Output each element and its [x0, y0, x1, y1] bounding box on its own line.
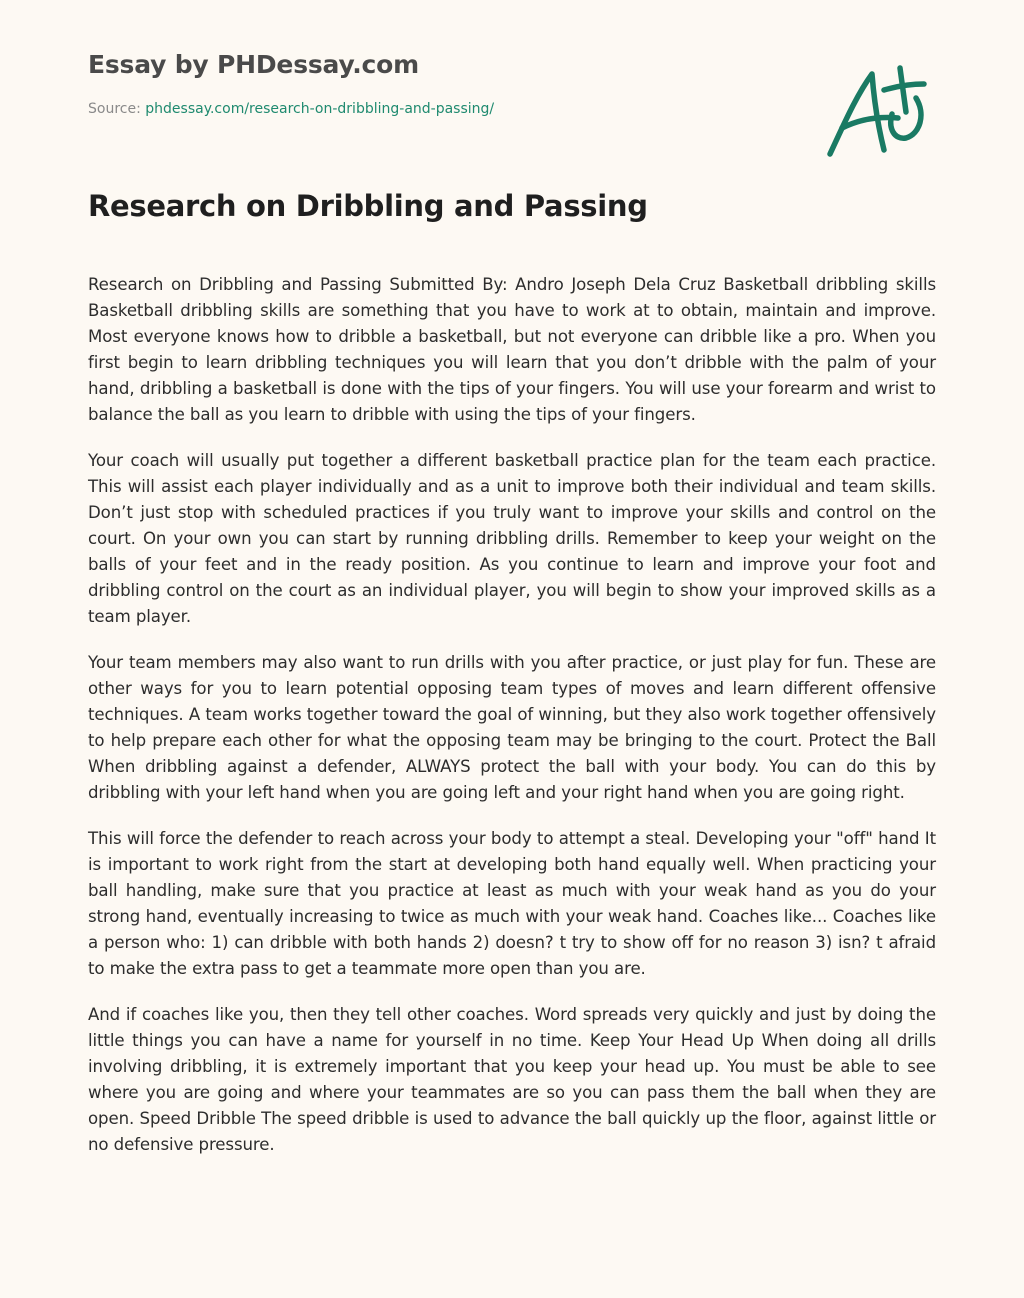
source-label: Source:: [88, 101, 141, 117]
source-link[interactable]: phdessay.com/research-on-dribbling-and-passing/: [145, 101, 495, 117]
site-brand: Essay by PHDessay.com: [88, 50, 419, 79]
essay-paragraph-5: And if coaches like you, then they tell other coaches. Word spreads very quickly and just by doing the little things you can have a name for yourself in no time. Keep Your Head Up When doing all drills involving dribbling, it is extremely important that you keep your head up. You must be able to see where you are going and where your teammates are so you can pass them the ball when they are open. Speed Dribble The speed dribble is used to advance the ball quickly up the floor, against little or no defensive pressure.: [88, 1005, 936, 1154]
essay-paragraph-1: Research on Dribbling and Passing Submitted By: Andro Joseph Dela Cruz Basketball dribbling skills Basketball dribbling skills are something that you have to work at to obtain, maintain and improve. Most everyone knows how to dribble a basketball, but not everyone can dribble like a pro. When you first begin to learn dribbling techniques you will learn that you don’t dribble with the palm of your hand, dribbling a basketball is done with the tips of your fingers. You will use your forearm and wrist to balance the ball as you learn to dribble with using the tips of your fingers.: [88, 275, 936, 424]
essay-paragraph-2: Your coach will usually put together a different basketball practice plan for the team each practice. This will assist each player individually and as a unit to improve both their individual and team skills. Don’t just stop with scheduled practices if you truly want to improve your skills and control on the court. On your own you can start by running dribbling drills. Remember to keep your weight on the balls of your feet and in the ready position. As you continue to learn and improve your foot and dribbling control on the court as an individual player, you will begin to show your improved skills as a team player.: [88, 451, 936, 626]
essay-paragraph-4: This will force the defender to reach across your body to attempt a steal. Developing your "off" hand It is important to work right from the start at developing both hand equally well. When practicing your ball handling, make sure that you practice at least as much with your weak hand as you do your strong hand, eventually increasing to twice as much with your weak hand. Coaches like... Coaches like a person who: 1) can dribble with both hands 2) doesn? t try to show off for no reason 3) isn? t afraid to make the extra pass to get a teammate more open than you are.: [88, 829, 936, 978]
a-plus-icon: [818, 62, 936, 162]
essay-title: Research on Dribbling and Passing: [88, 189, 648, 223]
essay-paragraph-3: Your team members may also want to run drills with you after practice, or just play for fun. These are other ways for you to learn potential opposing team types of moves and learn different offensive techniques. A team works together toward the goal of winning, but they also work together offensively to help prepare each other for what the opposing team may be bringing to the court. Protect the Ball When dribbling against a defender, ALWAYS protect the ball with your body. You can do this by dribbling with your left hand when you are going left and your right hand when you are going right.: [88, 653, 936, 802]
essay-body: [88, 272, 936, 1178]
source-line: [88, 101, 494, 117]
